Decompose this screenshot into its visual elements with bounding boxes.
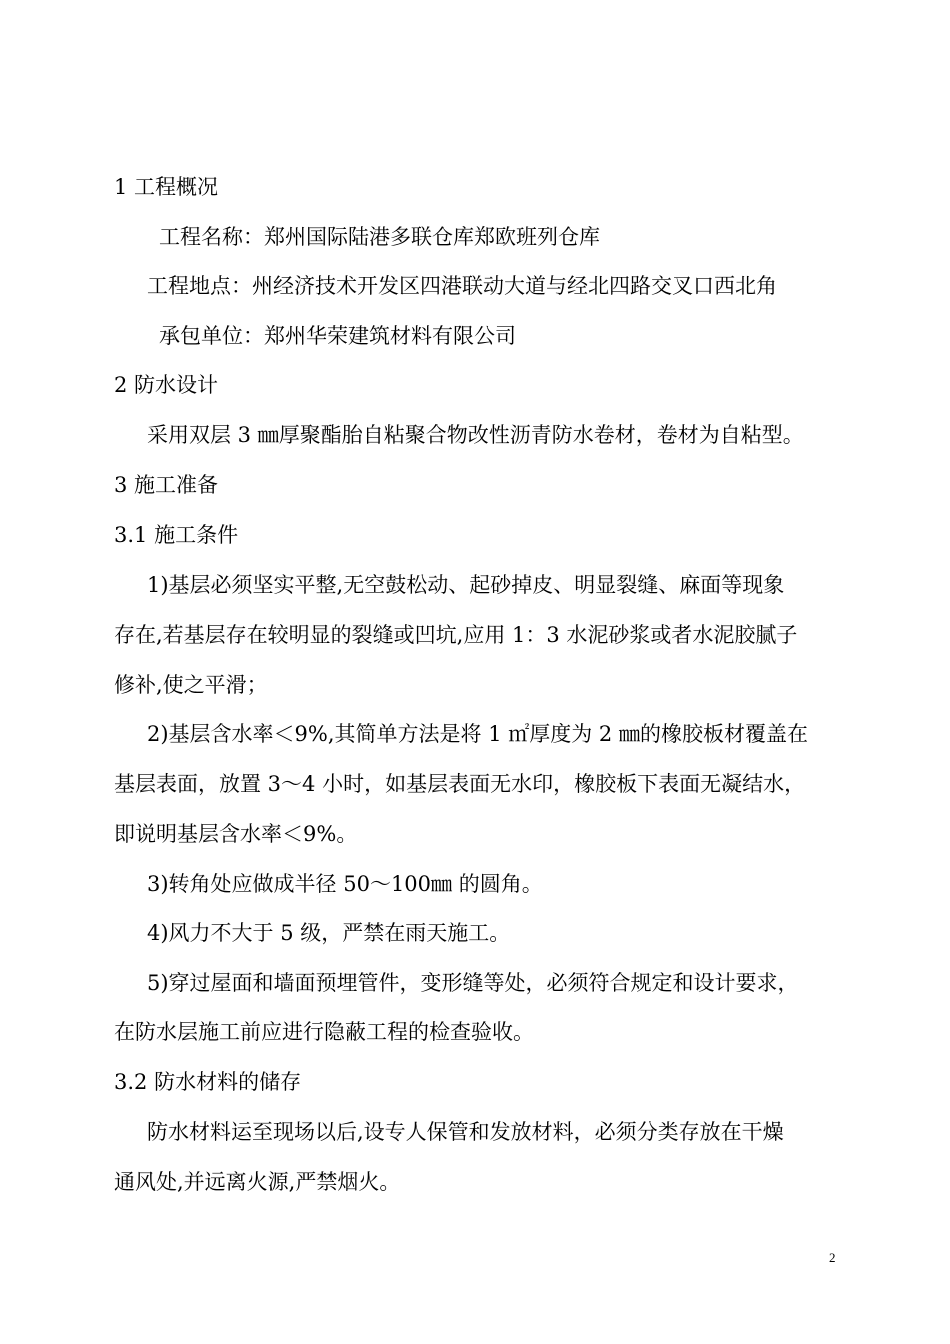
section-heading-3-1: 3.1 施工条件 (114, 523, 239, 547)
condition-2-line-1: 2)基层含水率＜9%,其简单方法是将 1 ㎡厚度为 2 ㎜的橡胶板材覆盖在 (147, 722, 808, 746)
section-heading-3-2: 3.2 防水材料的储存 (114, 1070, 302, 1094)
condition-2-line-3: 即说明基层含水率＜9%。 (114, 822, 358, 846)
condition-5-line-1: 5)穿过屋面和墙面预埋管件，变形缝等处，必须符合规定和设计要求， (147, 971, 799, 995)
storage-line-1: 防水材料运至现场以后,设专人保管和发放材料，必须分类存放在干燥 (147, 1120, 784, 1144)
condition-2-line-2: 基层表面，放置 3～4 小时，如基层表面无水印，橡胶板下表面无凝结水， (114, 772, 806, 796)
condition-1-line-2: 存在,若基层存在较明显的裂缝或凹坑,应用 1：3 水泥砂浆或者水泥胶腻子 (114, 623, 798, 647)
project-location-line: 工程地点：州经济技术开发区四港联动大道与经北四路交叉口西北角 (147, 274, 777, 298)
waterproof-design-text: 采用双层 3 ㎜厚聚酯胎自粘聚合物改性沥青防水卷材，卷材为自粘型。 (147, 423, 804, 447)
section-heading-1: 1 工程概况 (114, 175, 219, 199)
condition-3-line: 3)转角处应做成半径 50～100㎜ 的圆角。 (147, 872, 543, 896)
condition-1-line-1: 1)基层必须坚实平整,无空鼓松动、起砂掉皮、明显裂缝、麻面等现象 (147, 573, 785, 597)
section-heading-3: 3 施工准备 (114, 473, 219, 497)
project-name-line: 工程名称：郑州国际陆港多联仓库郑欧班列仓库 (159, 225, 600, 249)
page-number: 2 (829, 1250, 836, 1265)
section-heading-2: 2 防水设计 (114, 373, 219, 397)
contractor-line: 承包单位：郑州华荣建筑材料有限公司 (159, 324, 516, 348)
condition-4-line: 4)风力不大于 5 级，严禁在雨天施工。 (147, 921, 511, 945)
condition-1-line-3: 修补,使之平滑； (114, 673, 268, 697)
storage-line-2: 通风处,并远离火源,严禁烟火。 (114, 1170, 401, 1194)
condition-5-line-2: 在防水层施工前应进行隐蔽工程的检查验收。 (114, 1020, 534, 1044)
